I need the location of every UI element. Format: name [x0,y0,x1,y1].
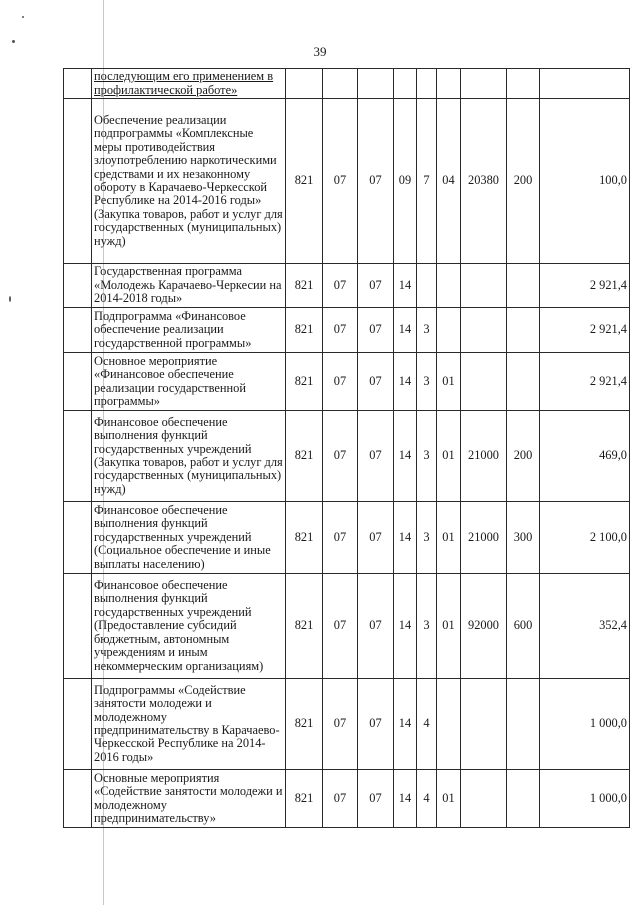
row-number-cell [64,264,92,308]
subprogram-code: 3 [417,502,437,574]
subprogram-code [417,264,437,308]
ministry-code [286,69,323,99]
subsection-code [358,69,394,99]
table-row [64,502,630,574]
amount-value: 100,0 [540,99,630,264]
section-code: 07 [323,411,358,502]
row-name: Основное мероприятие «Финансовое обеспечение реализации государственной программы» [92,353,286,411]
row-name: Финансовое обеспечение выполнения функций государственных учреждений (Закупка товаров, работ и услуг для государственных (муниципальных) нужд) [92,411,286,502]
row-name: Обеспечение реализации подпрограммы «Комплексные меры противодействия злоупотреблению наркотическими средствами и их незаконному обороту в Карачаево-Черкесской Республике на 2014-2016 годы» (Закупка товаров, работ и услуг для государственных (муниципальных) нужд) [92,99,286,264]
expense-type-code [507,308,540,353]
scan-speck [22,16,24,18]
program-code: 14 [394,264,417,308]
table-row [64,264,630,308]
amount-value: 2 921,4 [540,353,630,411]
row-name: Подпрограмма «Финансовое обеспечение реализации государственной программы» [92,308,286,353]
ministry-code: 821 [286,574,323,679]
amount-value: 1 000,0 [540,679,630,770]
expense-type-code: 600 [507,574,540,679]
table-row [64,69,630,99]
subprogram-code: 3 [417,574,437,679]
subprogram-code: 3 [417,411,437,502]
subsection-code: 07 [358,679,394,770]
activity-code [437,679,461,770]
subsection-code: 07 [358,574,394,679]
row-name: последующим его применением в профилактической работе» [92,69,286,99]
activity-code [437,69,461,99]
section-code: 07 [323,502,358,574]
section-code: 07 [323,770,358,828]
subsection-code: 07 [358,99,394,264]
program-code: 09 [394,99,417,264]
expense-type-code: 300 [507,502,540,574]
subsection-code: 07 [358,264,394,308]
subsection-code: 07 [358,308,394,353]
amount-value: 1 000,0 [540,770,630,828]
scan-speck [9,296,11,302]
row-name: Финансовое обеспечение выполнения функций государственных учреждений (Социальное обеспечение и иные выплаты населению) [92,502,286,574]
section-code: 07 [323,264,358,308]
table-row [64,99,630,264]
table-row [64,574,630,679]
ministry-code: 821 [286,264,323,308]
table-row [64,411,630,502]
row-name: Подпрограммы «Содействие занятости молодежи и молодежному предпринимательству в Карачаево-Черкесской Республике на 2014-2016 годы» [92,679,286,770]
subprogram-code: 4 [417,679,437,770]
program-code: 14 [394,353,417,411]
ministry-code: 821 [286,353,323,411]
program-code: 14 [394,574,417,679]
program-code: 14 [394,679,417,770]
amount-value [540,69,630,99]
section-code: 07 [323,679,358,770]
ministry-code: 821 [286,411,323,502]
section-code: 07 [323,308,358,353]
direction-code: 21000 [461,411,507,502]
ministry-code: 821 [286,770,323,828]
subprogram-code: 7 [417,99,437,264]
direction-code [461,69,507,99]
expense-type-code [507,770,540,828]
section-code: 07 [323,574,358,679]
expense-type-code: 200 [507,411,540,502]
program-code [394,69,417,99]
row-number-cell [64,574,92,679]
table-row [64,353,630,411]
activity-code [437,308,461,353]
activity-code: 01 [437,770,461,828]
amount-value: 2 921,4 [540,308,630,353]
row-number-cell [64,353,92,411]
direction-code [461,770,507,828]
subprogram-code: 4 [417,770,437,828]
row-number-cell [64,679,92,770]
page-number: 39 [313,44,327,59]
table-row [64,679,630,770]
activity-code: 01 [437,502,461,574]
subsection-code: 07 [358,770,394,828]
activity-code: 01 [437,411,461,502]
amount-value: 352,4 [540,574,630,679]
direction-code [461,264,507,308]
row-name: Государственная программа «Молодежь Карачаево-Черкесии на 2014-2018 годы» [92,264,286,308]
program-code: 14 [394,770,417,828]
subsection-code: 07 [358,353,394,411]
budget-table [63,68,630,828]
scan-speck [12,40,15,43]
amount-value: 2 921,4 [540,264,630,308]
row-number-cell [64,69,92,99]
section-code [323,69,358,99]
direction-code: 92000 [461,574,507,679]
activity-code: 04 [437,99,461,264]
direction-code [461,679,507,770]
row-number-cell [64,502,92,574]
ministry-code: 821 [286,502,323,574]
expense-type-code [507,264,540,308]
subsection-code: 07 [358,411,394,502]
activity-code: 01 [437,353,461,411]
activity-code: 01 [437,574,461,679]
row-number-cell [64,411,92,502]
expense-type-code [507,69,540,99]
expense-type-code: 200 [507,99,540,264]
program-code: 14 [394,502,417,574]
ministry-code: 821 [286,308,323,353]
expense-type-code [507,679,540,770]
table-row [64,308,630,353]
amount-value: 2 100,0 [540,502,630,574]
program-code: 14 [394,411,417,502]
row-number-cell [64,99,92,264]
section-code: 07 [323,353,358,411]
row-number-cell [64,308,92,353]
row-name: Основные мероприятия «Содействие занятости молодежи и молодежному предпринимательству» [92,770,286,828]
subprogram-code [417,69,437,99]
row-number-cell [64,770,92,828]
row-name: Финансовое обеспечение выполнения функций государственных учреждений (Предоставление субсидий бюджетным, автономным учреждениям и иным некоммерческим организациям) [92,574,286,679]
direction-code [461,308,507,353]
table-row [64,770,630,828]
subsection-code: 07 [358,502,394,574]
ministry-code: 821 [286,679,323,770]
direction-code: 20380 [461,99,507,264]
ministry-code: 821 [286,99,323,264]
subprogram-code: 3 [417,353,437,411]
subprogram-code: 3 [417,308,437,353]
direction-code [461,353,507,411]
amount-value: 469,0 [540,411,630,502]
section-code: 07 [323,99,358,264]
expense-type-code [507,353,540,411]
direction-code: 21000 [461,502,507,574]
activity-code [437,264,461,308]
program-code: 14 [394,308,417,353]
